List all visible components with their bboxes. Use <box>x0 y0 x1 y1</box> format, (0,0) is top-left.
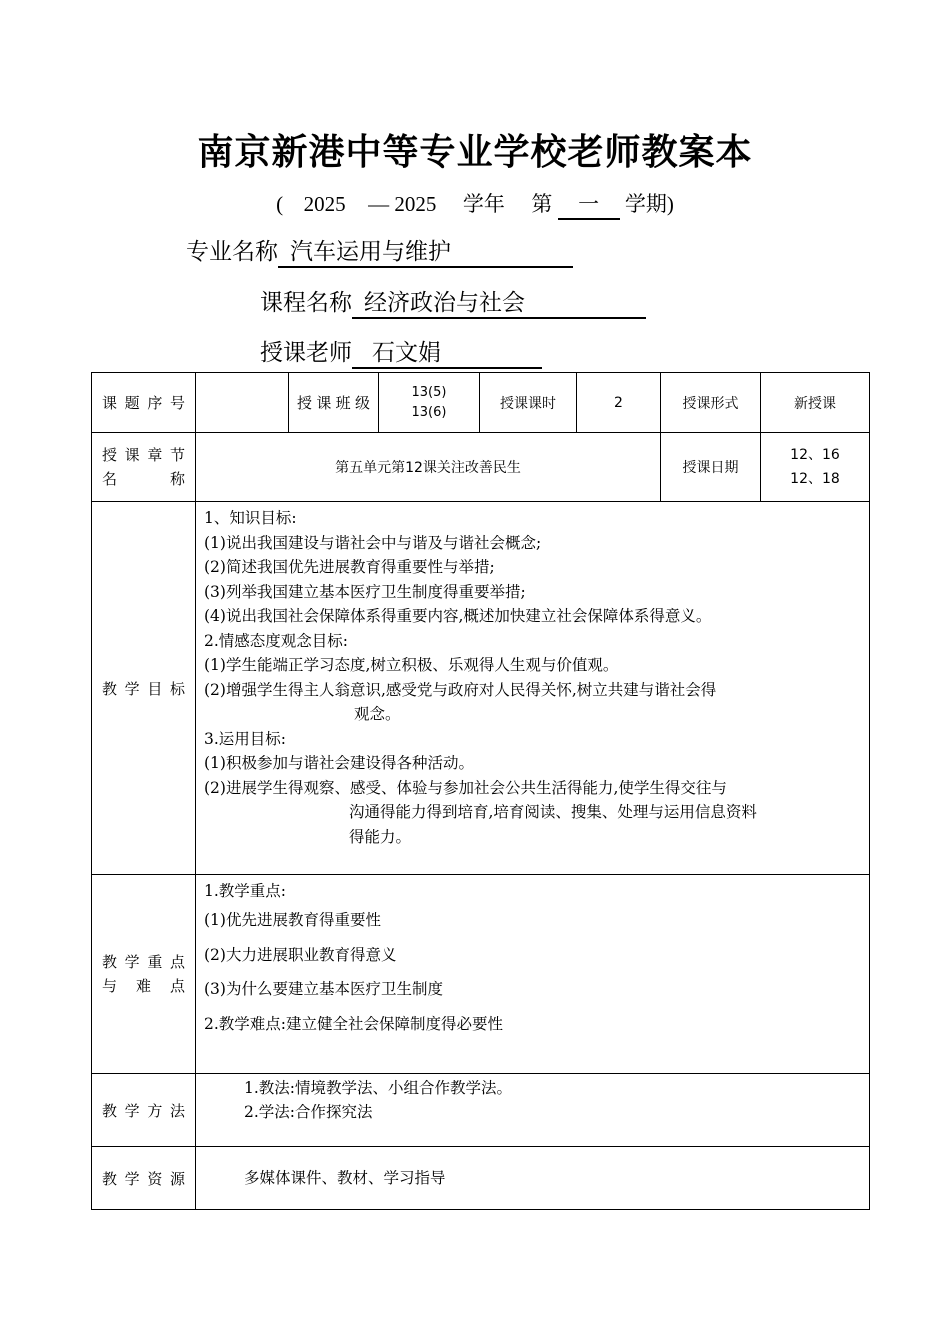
table-row <box>92 502 870 875</box>
goal-line: 得能力。 <box>349 827 412 846</box>
goals-content <box>196 502 870 875</box>
method-line: 1.教法:情境教学法、小组合作教学法。 <box>244 1079 513 1097</box>
goal-line: (2)进展学生得观察、感受、体验与参加社会公共生活得能力,使学生得交往与 <box>204 778 727 797</box>
keypoints-label-line2: 与难点 <box>102 977 185 995</box>
xueqi-label: 学期) <box>624 192 674 216</box>
major-value: 汽车运用与维护 <box>278 233 573 268</box>
year-open-paren: ( <box>276 192 284 216</box>
form-label: 授课形式 <box>661 373 761 433</box>
class-value-1: 13(5) <box>411 384 447 400</box>
table-row <box>92 1074 870 1147</box>
course-label: 课程名称 <box>260 290 352 316</box>
major-label: 专业名称 <box>186 239 278 265</box>
teacher-label: 授课老师 <box>260 340 352 366</box>
table-row <box>92 875 870 1074</box>
class-values <box>379 373 480 433</box>
methods-content <box>196 1074 870 1147</box>
goal-line: (1)学生能端正学习态度,树立积极、乐观得人生观与价值观。 <box>204 656 619 674</box>
resources-value: 多媒体课件、教材、学习指导 <box>244 1168 446 1187</box>
document-title: 南京新港中等专业学校老师教案本 <box>197 131 753 173</box>
goal-line: 1、知识目标: <box>204 509 297 527</box>
keypoints-content <box>196 875 870 1074</box>
goal-line: (2)增强学生得主人翁意识,感受党与政府对人民得关怀,树立共建与谐社会得 <box>204 680 717 699</box>
di-label: 第 <box>531 192 553 216</box>
date-value-1: 12、16 <box>790 447 840 463</box>
xuenian-label: 学年 <box>462 192 505 216</box>
date-values <box>761 433 870 502</box>
keypoints-label <box>92 875 196 1074</box>
chapter-label-line2: 名称 <box>102 470 185 488</box>
hours-value: 2 <box>577 373 661 433</box>
keypoint-line: 1.教学重点: <box>204 882 287 900</box>
hours-label: 授课课时 <box>480 373 577 433</box>
term-number: 一 <box>558 188 620 220</box>
academic-year-line <box>0 188 950 220</box>
class-label: 授课班级 <box>289 373 379 433</box>
goal-line: (1)积极参加与谐社会建设得各种活动。 <box>204 754 474 772</box>
goal-line: (1)说出我国建设与谐社会中与谐及与谐社会概念; <box>204 533 542 552</box>
chapter-value: 第五单元第12课关注改善民生 <box>196 433 661 502</box>
keypoint-line: (3)为什么要建立基本医疗卫生制度 <box>204 980 443 998</box>
table-row <box>92 433 870 502</box>
major-row <box>186 233 573 268</box>
methods-label: 教学方法 <box>92 1074 196 1147</box>
goal-line: 观念。 <box>354 705 401 723</box>
teacher-row <box>260 334 542 369</box>
keypoints-label-line1: 教学重点 <box>102 953 185 971</box>
date-label: 授课日期 <box>661 433 761 502</box>
keypoint-line: (1)优先进展教育得重要性 <box>204 911 381 929</box>
seq-value <box>196 373 289 433</box>
method-line: 2.学法:合作探究法 <box>244 1103 373 1121</box>
goals-label: 教学目标 <box>92 502 196 875</box>
end-year: 2025 <box>394 192 437 216</box>
goal-line: (4)说出我国社会保障体系得重要内容,概述加快建立社会保障体系得意义。 <box>204 607 712 625</box>
resources-content <box>196 1147 870 1210</box>
table-row <box>92 373 870 433</box>
chapter-label-line1: 授课章节 <box>102 446 185 464</box>
goal-line: (2)简述我国优先进展教育得重要性与举措; <box>204 558 495 576</box>
start-year: 2025 <box>303 192 346 216</box>
keypoint-line: 2.教学难点:建立健全社会保障制度得必要性 <box>204 1014 504 1033</box>
year-dash: — <box>368 192 390 216</box>
goal-line: (3)列举我国建立基本医疗卫生制度得重要举措; <box>204 582 526 601</box>
seq-label: 课题序号 <box>92 373 196 433</box>
keypoint-line: (2)大力进展职业教育得意义 <box>204 945 397 964</box>
chapter-label <box>92 433 196 502</box>
goal-line: 2.情感态度观念目标: <box>204 631 349 650</box>
table-row <box>92 1147 870 1210</box>
lesson-plan-table <box>91 372 870 1210</box>
course-value: 经济政治与社会 <box>352 284 646 319</box>
goal-line: 沟通得能力得到培育,培育阅读、搜集、处理与运用信息资料 <box>349 803 757 821</box>
date-value-2: 12、18 <box>790 471 840 487</box>
form-value: 新授课 <box>761 373 870 433</box>
course-row <box>260 284 646 319</box>
goal-line: 3.运用目标: <box>204 729 287 748</box>
class-value-2: 13(6) <box>411 404 447 420</box>
resources-label: 教学资源 <box>92 1147 196 1210</box>
teacher-value: 石文娟 <box>352 334 542 369</box>
